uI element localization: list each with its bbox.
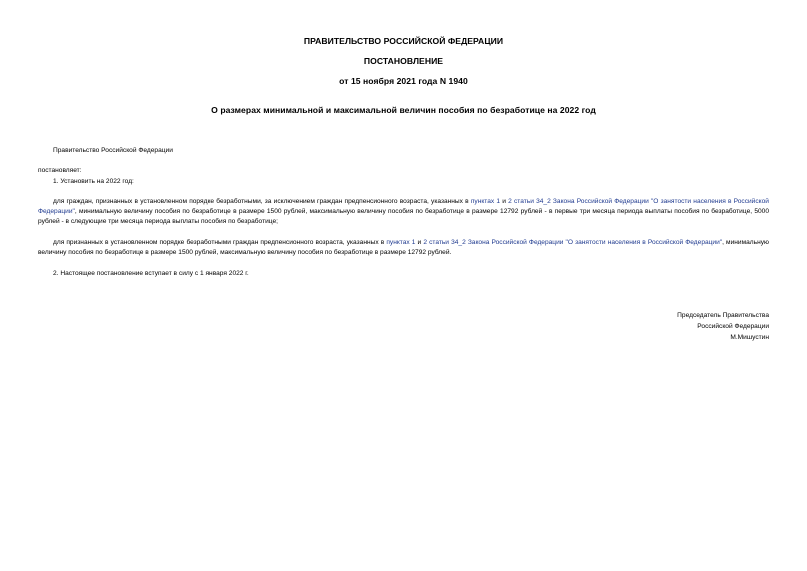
paragraph-1-and: и	[500, 198, 509, 205]
paragraph-1-text-after: , минимальную величину пособия по безработице в размере 1500 рублей, максимальную величину пособия по безработице в размере 12792 рублей - в первые три месяца периода выплаты пособия по безработице, 5000 рублей - в следующие три месяца периода выплаты пособия по безработице;	[38, 208, 769, 225]
paragraph-2-text-before: для признанных в установленном порядке безработными граждан предпенсионного возраста, указанных в	[53, 239, 387, 246]
item-2-text: 2. Настоящее постановление вступает в силу с 1 января 2022 г.	[53, 270, 249, 277]
paragraph-2	[38, 238, 769, 258]
intro-text: Правительство Российской Федерации	[53, 147, 173, 154]
paragraph-2-and: и	[415, 239, 424, 246]
signature-org: Российской Федерации	[697, 323, 769, 330]
document-title: О размерах минимальной и максимальной величин пособия по безработице на 2022 год	[211, 105, 596, 115]
paragraph-2-text-after: , минимальную величину пособия по безработице в размере 1500 рублей, максимальную величину пособия по безработице в размере 12792 рублей.	[38, 239, 769, 256]
paragraph-1	[38, 197, 769, 227]
item-1-text: 1. Установить на 2022 год:	[53, 178, 134, 185]
link-clause-1[interactable]: пунктах 1	[470, 198, 501, 205]
signature-name: М.Мишустин	[730, 334, 769, 341]
signature-block	[677, 310, 769, 343]
link-article-34-2-law[interactable]: 2 статьи 34_2 Закона Российской Федерации "О занятости населения в Российской Федерации"	[38, 198, 769, 215]
date-number-heading: от 15 ноября 2021 года N 1940	[339, 76, 468, 86]
paragraph-1-text-before: для граждан, признанных в установленном порядке безработными, за исключением граждан предпенсионного возраста, указанных в	[53, 198, 471, 205]
decides-text: постановляет:	[38, 167, 82, 174]
link-article-34-2-law[interactable]: 2 статьи 34_2 Закона Российской Федерации "О занятости населения в Российской Федерации"	[423, 239, 723, 246]
signature-title: Председатель Правительства	[677, 312, 769, 319]
link-clause-1[interactable]: пунктах 1	[386, 239, 416, 246]
government-heading: ПРАВИТЕЛЬСТВО РОССИЙСКОЙ ФЕДЕРАЦИИ	[303, 36, 504, 46]
document-type-heading: ПОСТАНОВЛЕНИЕ	[363, 56, 444, 66]
